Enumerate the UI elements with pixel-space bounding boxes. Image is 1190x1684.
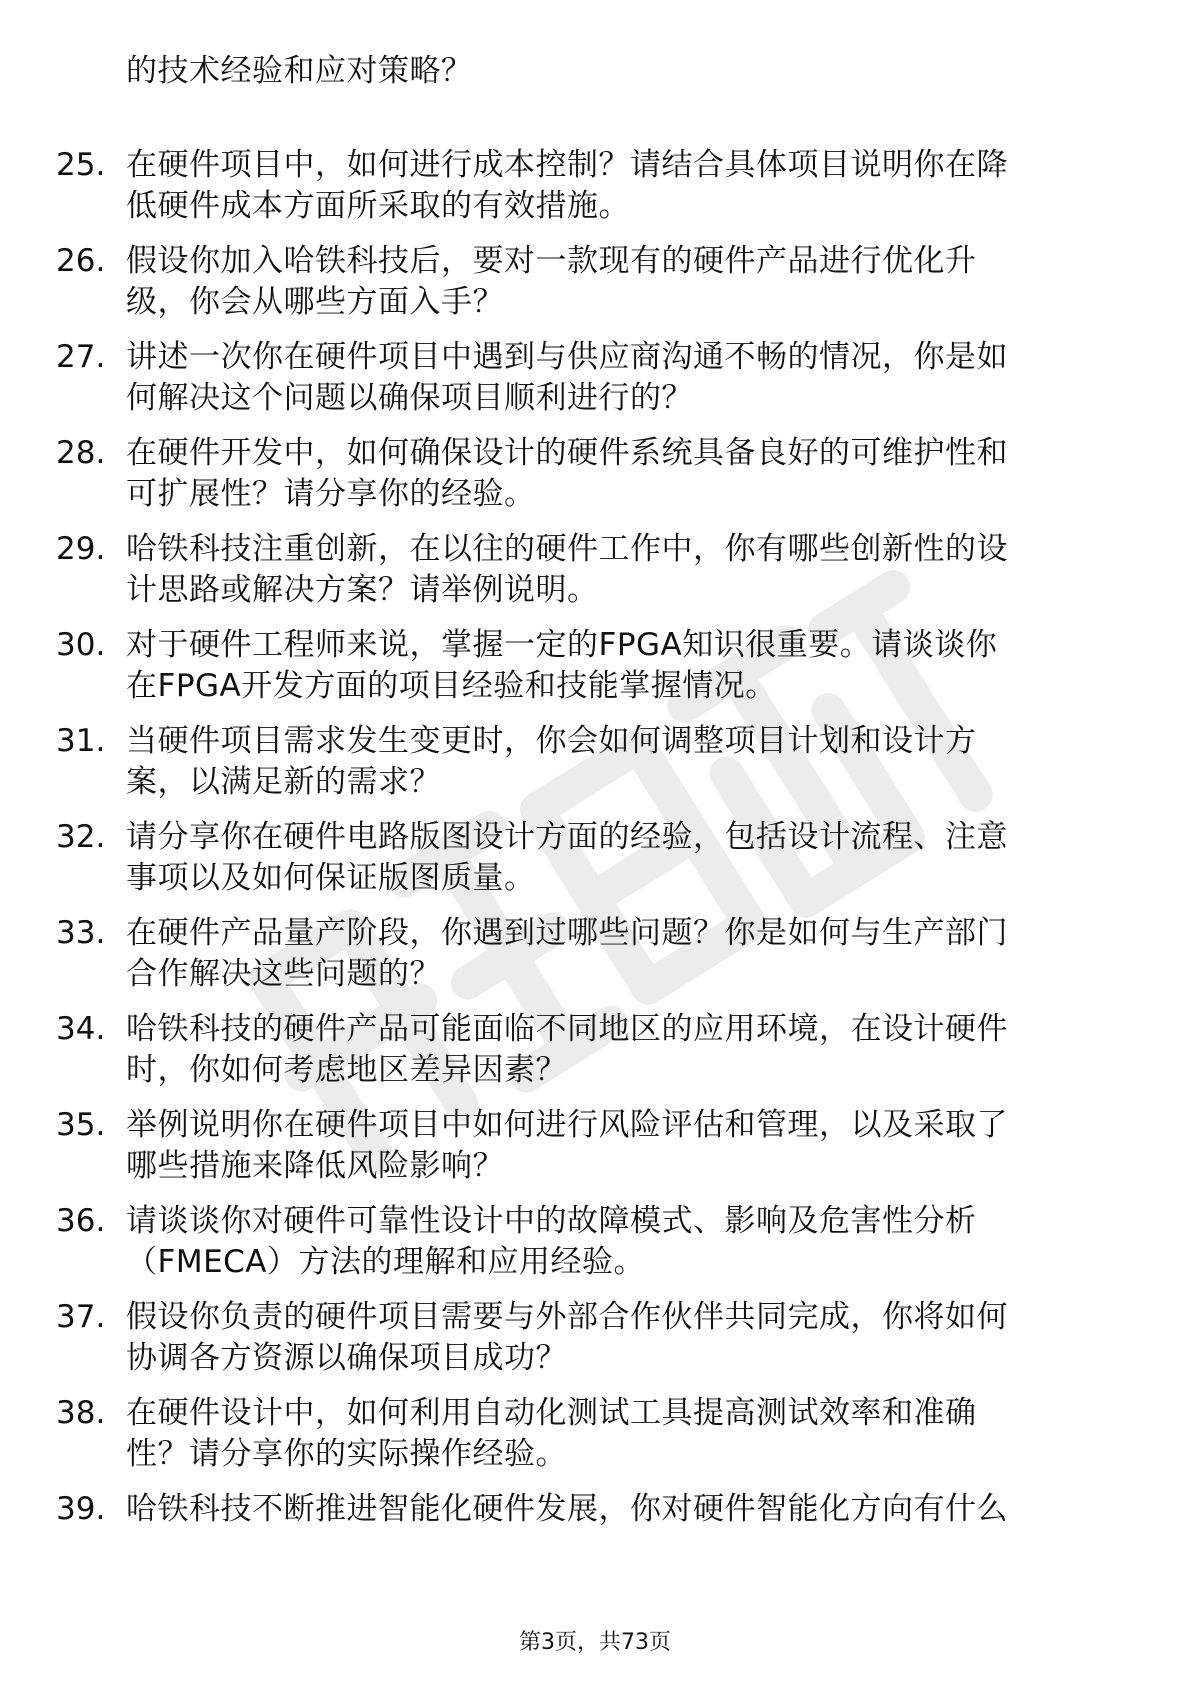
question-number: 31.	[56, 723, 106, 759]
question-number: 32.	[56, 819, 106, 855]
question-text-line: 假设你负责的硬件项目需要与外部合作伙伴共同完成，你将如何	[126, 1299, 1008, 1335]
question-text-line: 请分享你在硬件电路版图设计方面的经验，包括设计流程、注意	[126, 819, 1008, 855]
question-text-line: 哪些措施来降低风险影响？	[126, 1148, 504, 1184]
page-footer: 第3页，共73页	[519, 1630, 671, 1655]
question-number: 33.	[56, 915, 106, 951]
question-text-line: 在硬件项目中，如何进行成本控制？请结合具体项目说明你在降	[126, 147, 1008, 183]
question-text-line: 假设你加入哈铁科技后，要对一款现有的硬件产品进行优化升	[126, 243, 977, 279]
question-text-line: 事项以及如何保证版图质量。	[126, 860, 536, 896]
question-text-line: 举例说明你在硬件项目中如何进行风险评估和管理，以及采取了	[126, 1107, 1008, 1143]
question-text-line: 当硬件项目需求发生变更时，你会如何调整项目计划和设计方	[126, 723, 977, 759]
question-text-line: （FMECA）方法的理解和应用经验。	[126, 1244, 646, 1280]
question-text-line: 低硬件成本方面所采取的有效措施。	[126, 188, 630, 224]
question-number: 39.	[56, 1491, 106, 1527]
question-text-line: 级，你会从哪些方面入手？	[126, 284, 504, 320]
question-number: 36.	[56, 1203, 106, 1239]
question-number: 38.	[56, 1395, 106, 1431]
question-number: 30.	[56, 627, 106, 663]
question-number: 35.	[56, 1107, 106, 1143]
question-text-line: 在FPGA开发方面的项目经验和技能掌握情况。	[126, 668, 777, 704]
question-text-line: 请谈谈你对硬件可靠性设计中的故障模式、影响及危害性分析	[126, 1203, 977, 1239]
question-text-line: 可扩展性？请分享你的经验。	[126, 476, 536, 512]
question-text-line: 讲述一次你在硬件项目中遇到与供应商沟通不畅的情况，你是如	[126, 339, 1008, 375]
question-text-line: 在硬件产品量产阶段，你遇到过哪些问题？你是如何与生产部门	[126, 915, 1008, 951]
question-text-line: 计思路或解决方案？请举例说明。	[126, 572, 599, 608]
question-number: 29.	[56, 531, 106, 567]
question-text-line: 性？请分享你的实际操作经验。	[126, 1436, 567, 1472]
question-number: 25.	[56, 147, 106, 183]
question-text-line: 哈铁科技注重创新，在以往的硬件工作中，你有哪些创新性的设	[126, 531, 1008, 567]
question-number: 28.	[56, 435, 106, 471]
question-text-line: 何解决这个问题以确保项目顺利进行的？	[126, 380, 693, 416]
question-number: 34.	[56, 1011, 106, 1047]
question-number: 37.	[56, 1299, 106, 1335]
question-text-line: 对于硬件工程师来说，掌握一定的FPGA知识很重要。请谈谈你	[126, 627, 998, 663]
question-text-line: 在硬件开发中，如何确保设计的硬件系统具备良好的可维护性和	[126, 435, 1008, 471]
question-number: 27.	[56, 339, 106, 375]
question-text-line: 协调各方资源以确保项目成功？	[126, 1340, 567, 1376]
question-text-line: 哈铁科技不断推进智能化硬件发展，你对硬件智能化方向有什么	[126, 1491, 1008, 1527]
question-number: 26.	[56, 243, 106, 279]
question-text-line: 合作解决这些问题的？	[126, 956, 441, 992]
question-text-line: 在硬件设计中，如何利用自动化测试工具提高测试效率和准确	[126, 1395, 977, 1431]
question-text-line: 时，你如何考虑地区差异因素？	[126, 1052, 567, 1088]
question-text-line: 案，以满足新的需求？	[126, 764, 441, 800]
question-text-line: 哈铁科技的硬件产品可能面临不同地区的应用环境，在设计硬件	[126, 1011, 1008, 1047]
continuation-line: 的技术经验和应对策略？	[126, 53, 473, 89]
